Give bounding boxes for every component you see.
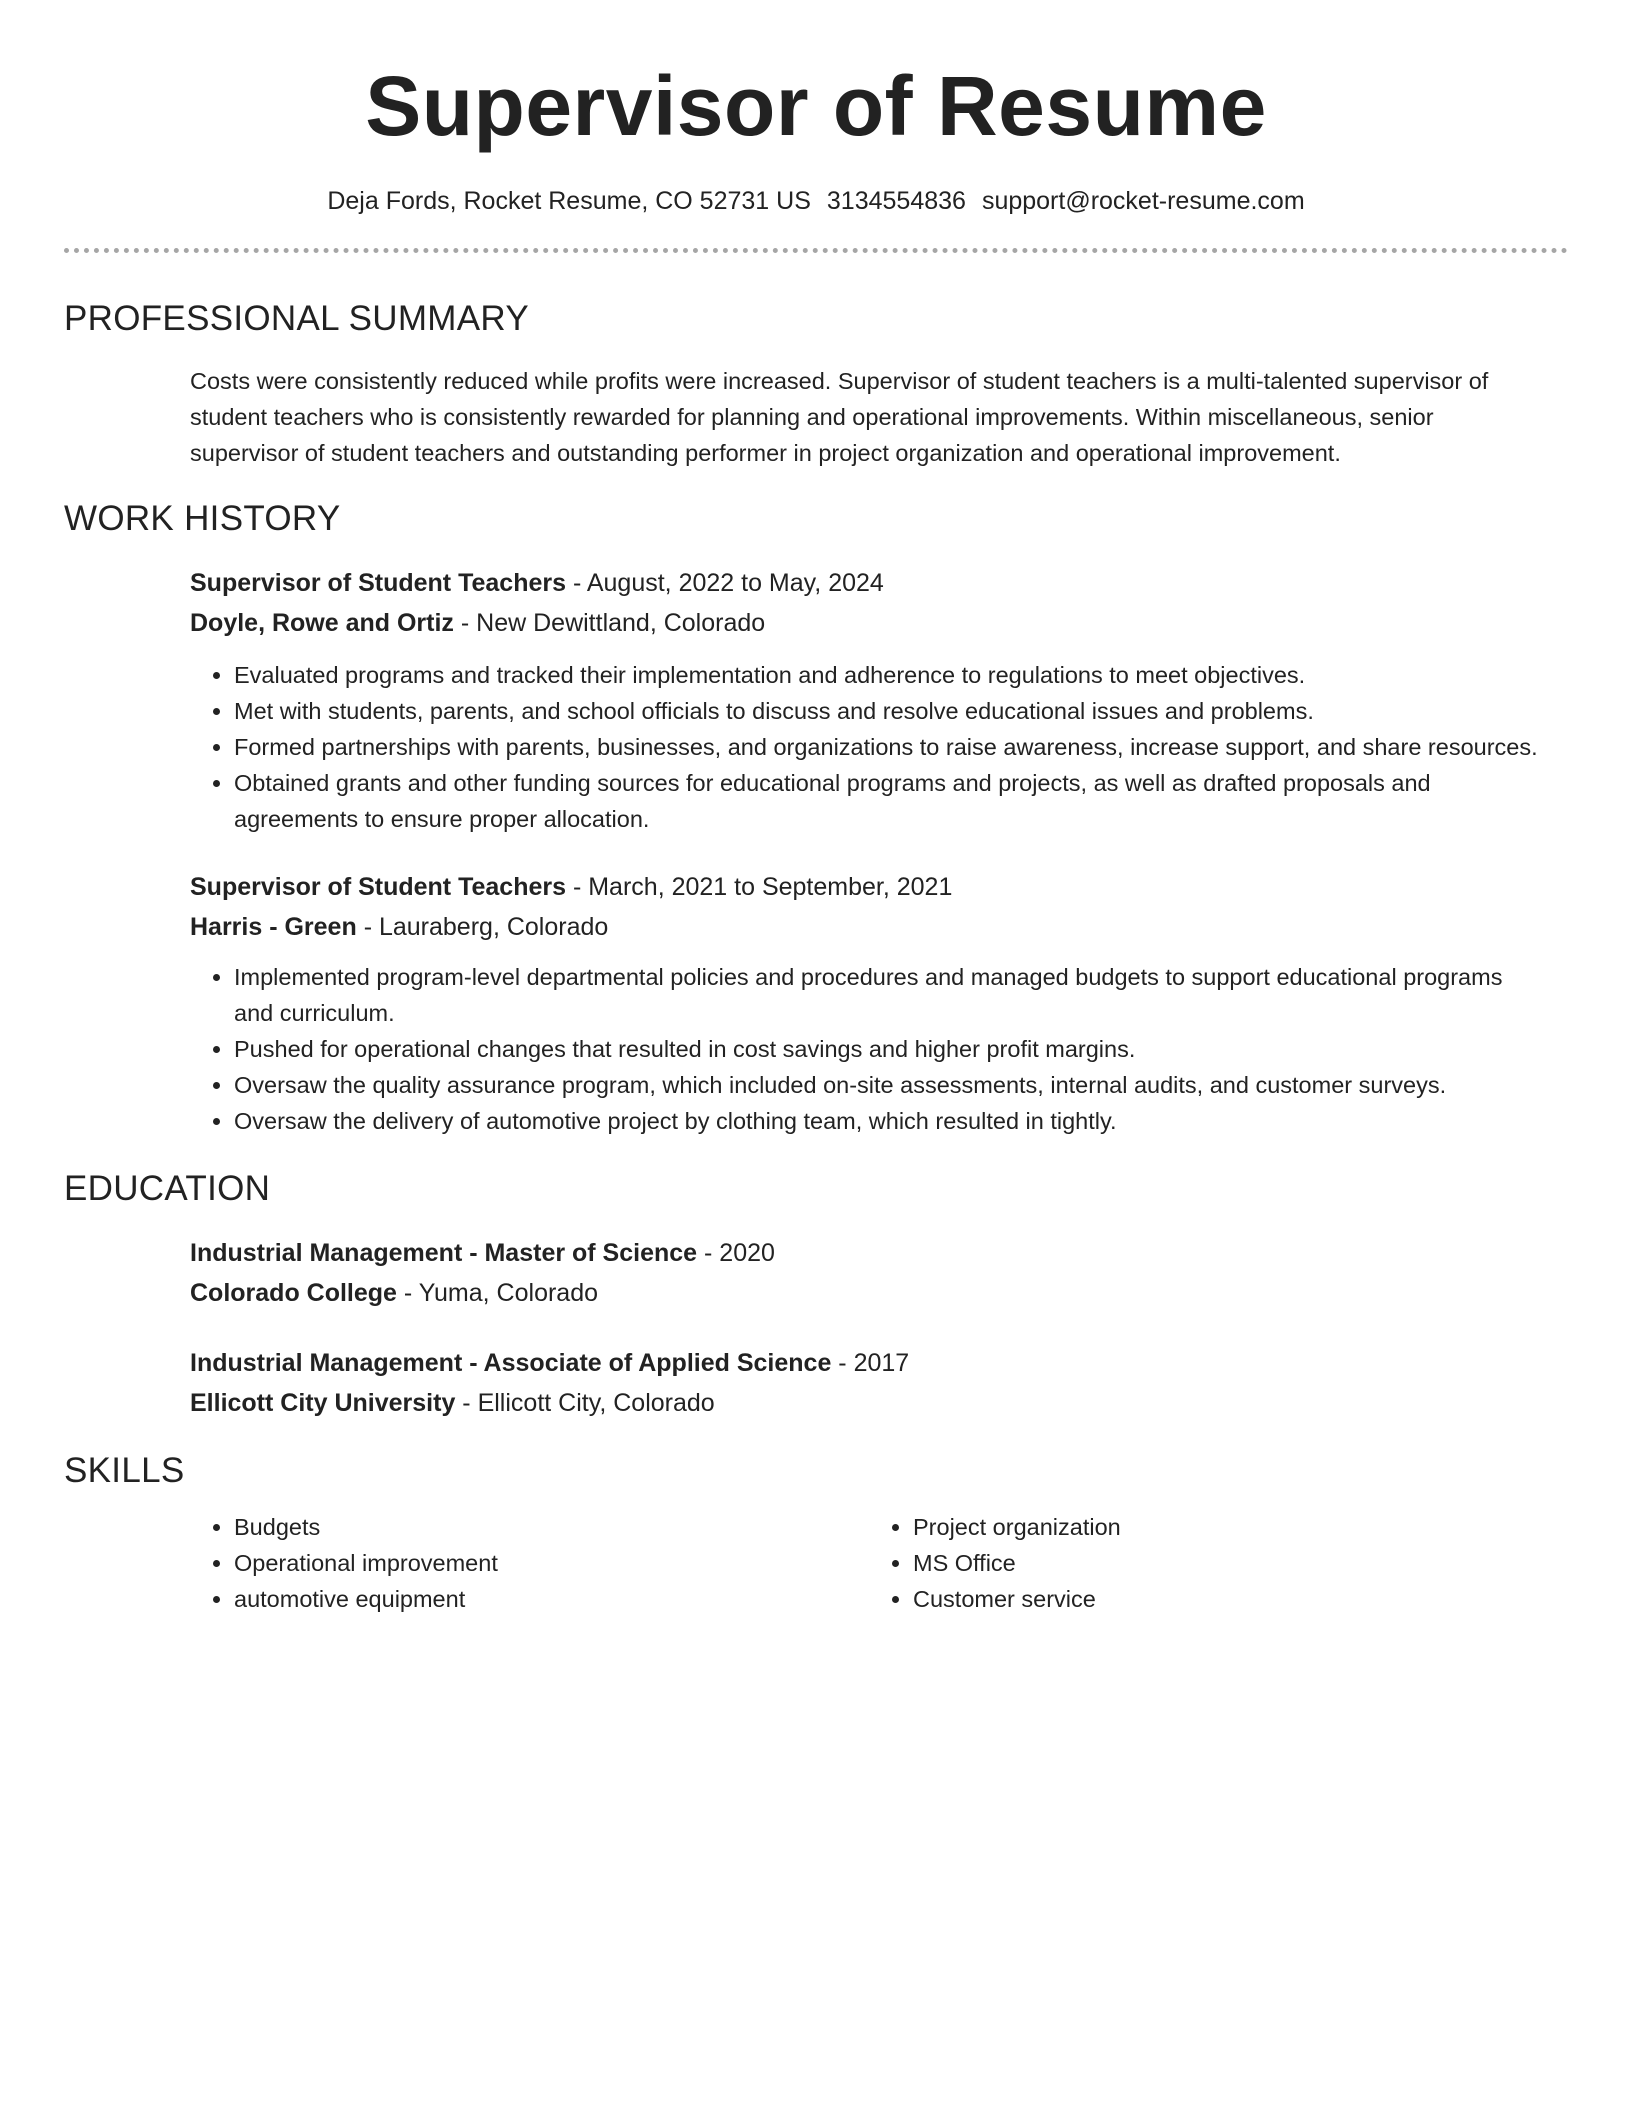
summary-text: Costs were consistently reduced while profits were increased. Supervisor of student teachers is a multi-talented supervisor of student teachers who is consistently rewarded for planning and operational improvements. Within miscellaneous, senior supervisor of student teachers and outstanding performer in project organization and operational improvement. [190,368,1489,466]
degree-name: Industrial Management - Master of Science [190,1239,698,1267]
school-name: Ellicott City University [190,1389,456,1417]
job-position: Supervisor of Student Teachers [190,569,567,597]
skill-item: • Budgets [234,1509,869,1545]
summary-section [190,363,1548,471]
contact-phone: 3134554836 [826,187,966,215]
education-entry [190,1343,1548,1423]
list-item: • Oversaw the quality assurance program, which included on-site assessments, internal audits, and customer surveys. [234,1067,1548,1103]
list-item: • Evaluated programs and tracked their implementation and adherence to regulations to meet objectives. [234,657,1548,693]
skills-grid [190,1509,1548,1617]
job-entry [190,867,1548,1139]
degree-year: - 2017 [831,1349,910,1377]
list-item: • Met with students, parents, and school officials to discuss and resolve educational issues and problems. [234,693,1548,729]
education-entry [190,1233,1548,1313]
job-title-line [190,867,1548,907]
summary-heading: PROFESSIONAL SUMMARY [64,299,529,338]
degree-line [190,1343,1548,1383]
job-company: Harris - Green [190,913,357,941]
job-title-line [190,563,1548,603]
degree-name: Industrial Management - Associate of Applied Science [190,1349,832,1377]
skill-item: • Customer service [913,1581,1548,1617]
skill-item: • automotive equipment [234,1581,869,1617]
job-entry [190,563,1548,837]
school-location: - Yuma, Colorado [396,1279,599,1307]
job-dates: - August, 2022 to May, 2024 [566,569,884,597]
degree-line [190,1233,1548,1273]
degree-year: - 2020 [697,1239,775,1267]
job-company-line [190,603,1548,643]
contact-line [64,184,1568,218]
list-item: • Formed partnerships with parents, businesses, and organizations to raise awareness, increase support, and share resources. [234,729,1548,765]
list-item: • Implemented program-level departmental policies and procedures and managed budgets to support educational programs and curriculum. [234,959,1548,1031]
skills-column-left [190,1509,869,1617]
list-item: • Obtained grants and other funding sources for educational programs and projects, as well as drafted proposals and agreements to ensure proper allocation. [234,765,1548,837]
contact-email: support@rocket-resume.com [981,187,1305,215]
list-item: • Pushed for operational changes that resulted in cost savings and higher profit margins. [234,1031,1548,1067]
skill-item: • Project organization [913,1509,1548,1545]
resume-name: Supervisor of Resume [365,59,1267,153]
job-company: Doyle, Rowe and Ortiz [190,609,454,637]
school-line [190,1383,1548,1423]
skills-column-right [869,1509,1548,1617]
job-dates: - March, 2021 to September, 2021 [566,873,953,901]
job-location: - New Dewittland, Colorado [453,609,766,637]
school-name: Colorado College [190,1279,397,1307]
skills-heading: SKILLS [64,1451,185,1490]
job-bullets [190,959,1548,1139]
job-position: Supervisor of Student Teachers [190,873,567,901]
school-location: - Ellicott City, Colorado [455,1389,715,1417]
skill-item: • Operational improvement [234,1545,869,1581]
work-history-heading: WORK HISTORY [64,499,341,538]
header-divider [64,248,1568,253]
job-bullets [190,657,1548,837]
job-location: - Lauraberg, Colorado [356,913,609,941]
contact-address: Deja Fords, Rocket Resume, CO 52731 US [327,187,811,215]
job-company-line [190,907,1548,947]
education-heading: EDUCATION [64,1169,271,1208]
skill-item: • MS Office [913,1545,1548,1581]
school-line [190,1273,1548,1313]
list-item: • Oversaw the delivery of automotive project by clothing team, which resulted in tightly. [234,1103,1548,1139]
